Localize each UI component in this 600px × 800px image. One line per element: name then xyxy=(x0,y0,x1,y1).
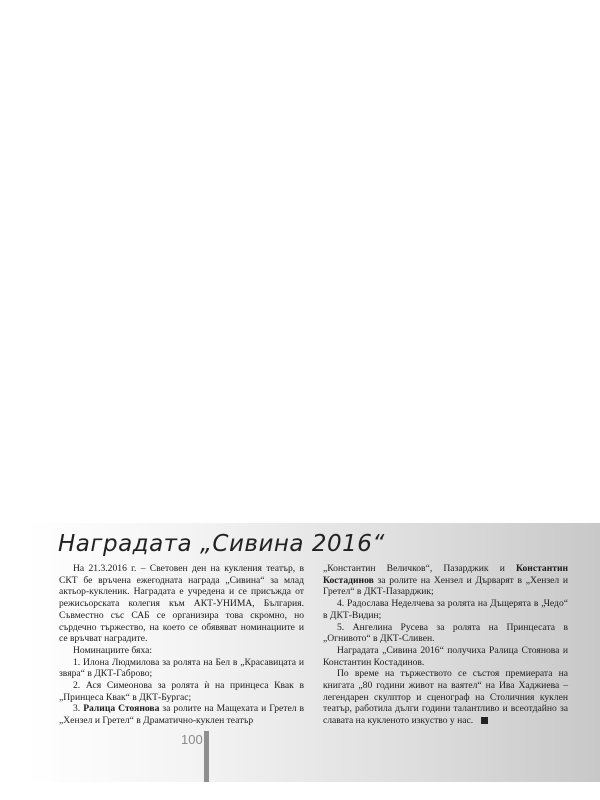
premiere-text: По време на тържеството се състоя премиерата на книгата „80 години живот на ваятел“ на Ива Хаджиева – легендарен скулптор и сценограф на Столичния куклен театър, работила дълги години талантливо и всеотдайно за славата на кукленото изкуство у нас. xyxy=(323,668,568,727)
nomination-2: 2. Ася Симеонова за ролята ѝ на принцеса Квак в „Принцеса Квак“ в ДКТ-Бургас; xyxy=(59,680,304,703)
nominee-name-ralitsa: Ралица Стоянова xyxy=(83,703,160,715)
intro-paragraph: На 21.3.2016 г. – Световен ден на кукления театър, в СКТ бе връчена ежегодната награда „Сивина“ за млад актьор-кукленик. Наградата е учредена и се присъжда от режисьорската колегия към АКТ-УНИМА, България. Съвместно със САБ се организира това скромно, но сърдечно тържество, на което се обявяват номинациите и се връчват наградите. xyxy=(59,563,304,645)
article-title: Наградата „Сивина 2016“ xyxy=(58,531,385,557)
nomination-3-text: за ролите на Мащехата и Гретел в „Хензел и Гретел“ в Драматично-куклен театър xyxy=(59,703,305,727)
nominations-heading: Номинациите бяха: xyxy=(73,644,153,656)
winners-paragraph: Наградата „Сивина 2016“ получиха Ралица Стоянова и Константин Костадинов. xyxy=(323,644,568,668)
nomination-3-cont-rest: за ролите на Хензел и Дърварят в „Хензел и Гретел“ в ДКТ-Пазарджик; xyxy=(323,574,568,598)
article-panel xyxy=(28,523,600,782)
page-bar-decoration xyxy=(204,731,209,782)
right-column xyxy=(323,563,568,727)
nomination-5: 5. Ангелина Русева за ролята на Принцесата в „Огнивото“ в ДКТ-Сливен. xyxy=(323,621,568,645)
page-number: 100 xyxy=(181,732,203,747)
left-column xyxy=(59,563,304,727)
nomination-3-continued xyxy=(323,563,568,598)
nomination-4: 4. Радослава Неделчева за ролята на Дъщерята в „Чедо“ в ДКТ-Видин; xyxy=(323,598,568,621)
nomination-3-prefix: 3. xyxy=(73,703,84,715)
premiere-paragraph xyxy=(323,668,568,727)
nomination-1: 1. Илона Людмилова за ролята на Бел в „Красавицата и звяра“ в ДКТ-Габрово; xyxy=(59,656,304,680)
nominee-name-konstantin: Константин Костадинов xyxy=(323,563,568,586)
nomination-3-cont-text: „Константин Величков“, Пазарджик и xyxy=(323,563,517,574)
end-mark-icon xyxy=(481,717,488,724)
nomination-3 xyxy=(59,703,304,726)
